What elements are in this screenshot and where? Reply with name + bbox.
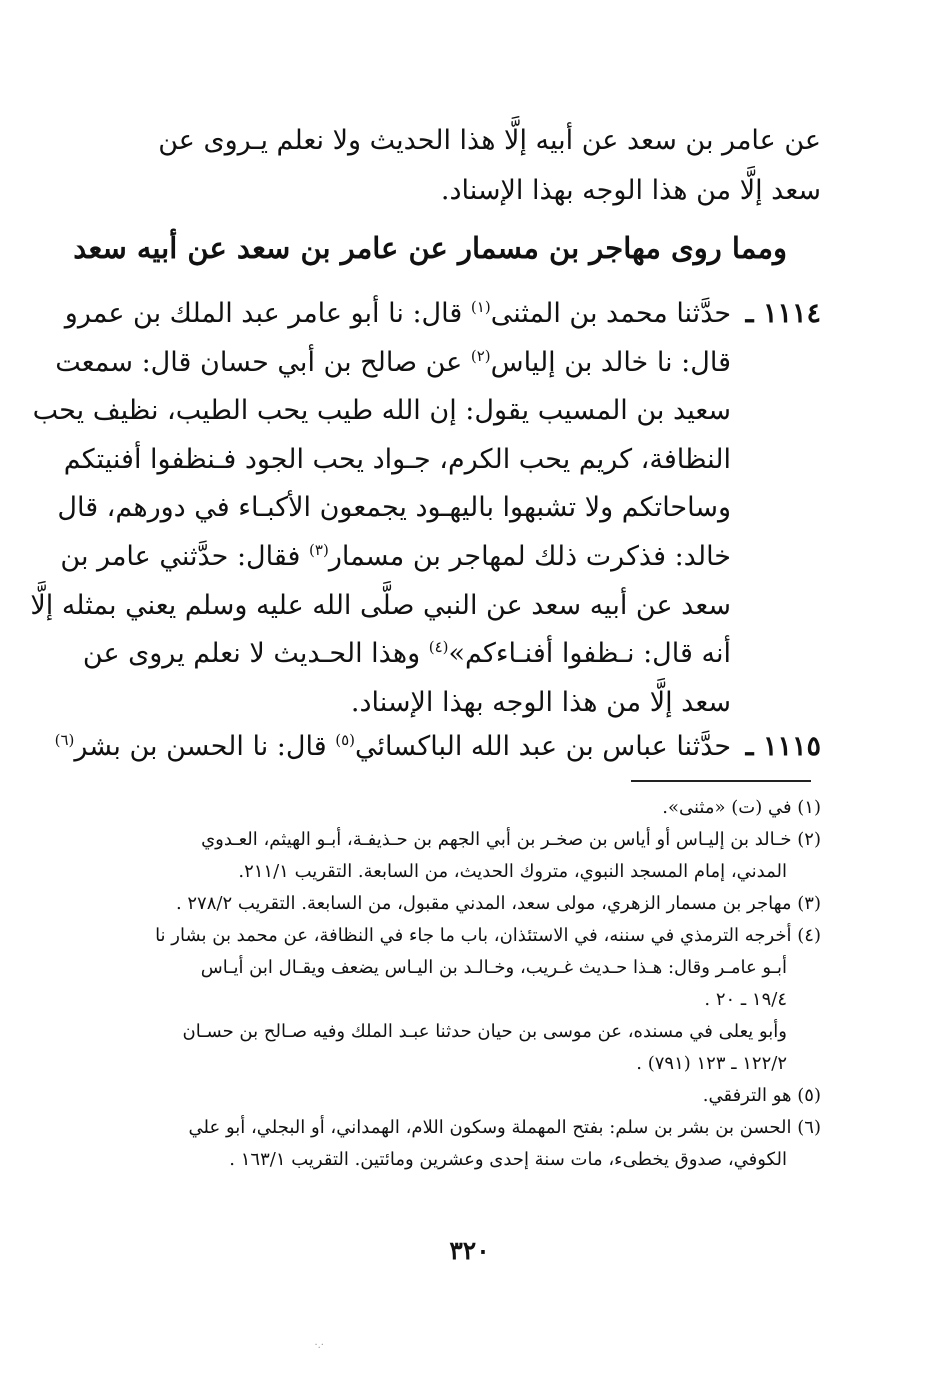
footnote-2-cont: المدني، إمام المسجد النبوي، متروك الحديث، من السابعة. التقريب ٢١١/١. xyxy=(238,861,787,882)
hadith-text: وهذا الحـديث لا نعلم يروى عن xyxy=(82,638,421,670)
footnote-5: (٥) هو الترفقي. xyxy=(702,1085,821,1106)
footnote-ref: (٢) xyxy=(470,346,491,365)
hadith-1114-line-1 xyxy=(64,290,821,339)
hadith-number: ١١١٥ ـ xyxy=(745,731,821,762)
intro-line-1: عن عامر بن سعد عن أبيه إلَّا هذا الحديث ولا نعلم يـروى عن xyxy=(158,125,821,156)
hadith-1114-line-2 xyxy=(55,339,731,388)
scan-speck-mark: ·.· xyxy=(314,1340,324,1351)
hadith-1114 xyxy=(30,290,821,727)
footnote-4: (٤) أخرجه الترمذي في سننه، في الاستئذان، باب ما جاء في النظافة، عن محمد بن بشار نا xyxy=(155,925,821,946)
footnote-ref: (٣) xyxy=(309,540,329,559)
hadith-text: قال: نا الحسن بن بشر xyxy=(74,731,327,762)
intro-paragraph xyxy=(158,116,821,216)
hadith-1115 xyxy=(54,722,821,772)
hadith-text: حدَّثنا محمد بن المثنى xyxy=(490,298,732,329)
footnote-ref: (٦) xyxy=(54,731,75,749)
hadith-number: ١١١٤ ـ xyxy=(745,298,821,329)
section-heading: ومما روى مهاجر بن مسمار عن عامر بن سعد عن أبيه سعد xyxy=(73,231,787,265)
hadith-1114-line-8 xyxy=(82,630,731,679)
hadith-text: فقال: حدَّثني عامر بن xyxy=(60,540,301,572)
hadith-1114-line-6 xyxy=(60,533,731,582)
hadith-text: قال: نا أبو عامر عبد الملك بن عمرو xyxy=(64,298,463,329)
footnote-4-cont: وأبو يعلى في مسنده، عن موسى بن حيان حدثنا عبـد الملك وفيه صـالح بن حسـان xyxy=(182,1021,787,1042)
footnote-ref: (٤) xyxy=(428,638,449,657)
footnote-4-cont: ١٢٢/٢ ـ ١٢٣ (٧٩١) . xyxy=(636,1053,787,1074)
page-number: ٣٢٠ xyxy=(449,1236,490,1265)
hadith-text: حدَّثنا عباس بن عبد الله الباكسائي xyxy=(355,731,732,762)
hadith-1114-line-5: وساحاتكم ولا تشبهوا باليهـود يجمعون الأكبـاء في دورهم، قال xyxy=(57,492,731,524)
footnote-divider xyxy=(631,780,811,782)
hadith-text: قال: نا خالد بن إلياس xyxy=(490,346,731,378)
footnotes xyxy=(121,792,821,1176)
footnote-ref: (١) xyxy=(470,298,491,316)
footnote-6: (٦) الحسن بن بشر بن سلم: بفتح المهملة وسكون اللام، الهمداني، أو البجلي، أبو علي xyxy=(188,1117,821,1138)
hadith-1114-line-3: سعيد بن المسيب يقول: إن الله طيب يحب الطيب، نظيف يحب xyxy=(32,395,731,427)
footnote-ref: (٥) xyxy=(335,731,356,749)
hadith-1114-line-4: النظافة، كريم يحب الكرم، جـواد يحب الجود فـنظفوا أفنيتكم xyxy=(63,443,731,475)
hadith-text: خالد: فذكرت ذلك لمهاجر بن مسمار xyxy=(328,540,731,572)
intro-line-2: سعد إلَّا من هذا الوجه بهذا الإسناد. xyxy=(440,175,821,206)
hadith-1115-line-1 xyxy=(54,722,821,772)
footnote-4-cont: ١٩/٤ ـ ٢٠ . xyxy=(704,989,787,1010)
footnote-3: (٣) مهاجر بن مسمار الزهري، مولى سعد، المدني مقبول، من السابعة. التقريب ٢٧٨/٢ . xyxy=(175,893,821,914)
footnote-2: (٢) خـالد بن إليـاس أو أياس بن صخـر بن أبي الجهم بن حـذيفـة، أبـو الهيثم، العـدوي xyxy=(201,829,821,850)
hadith-text: عن صالح بن أبي حسان قال: سمعت xyxy=(55,346,463,378)
footnote-4-cont: أبـو عامـر وقال: هـذا حـديث غـريب، وخـالـد بن اليـاس يضعف ويقـال ابن أيـاس xyxy=(200,957,787,978)
footnote-1: (١) في (ت) «مثنى». xyxy=(662,797,821,818)
hadith-1114-line-9: سعد إلَّا من هذا الوجه بهذا الإسناد. xyxy=(350,686,731,718)
footnote-6-cont: الكوفي، صدوق يخطىء، مات سنة إحدى وعشرين ومائتين. التقريب ١٦٣/١ . xyxy=(229,1149,787,1170)
hadith-1114-line-7: سعد عن أبيه سعد عن النبي صلَّى الله عليه وسلم يعني بمثله إلَّا xyxy=(30,589,731,621)
hadith-text: أنه قال: نـظفوا أفنـاءكم» xyxy=(448,638,731,670)
